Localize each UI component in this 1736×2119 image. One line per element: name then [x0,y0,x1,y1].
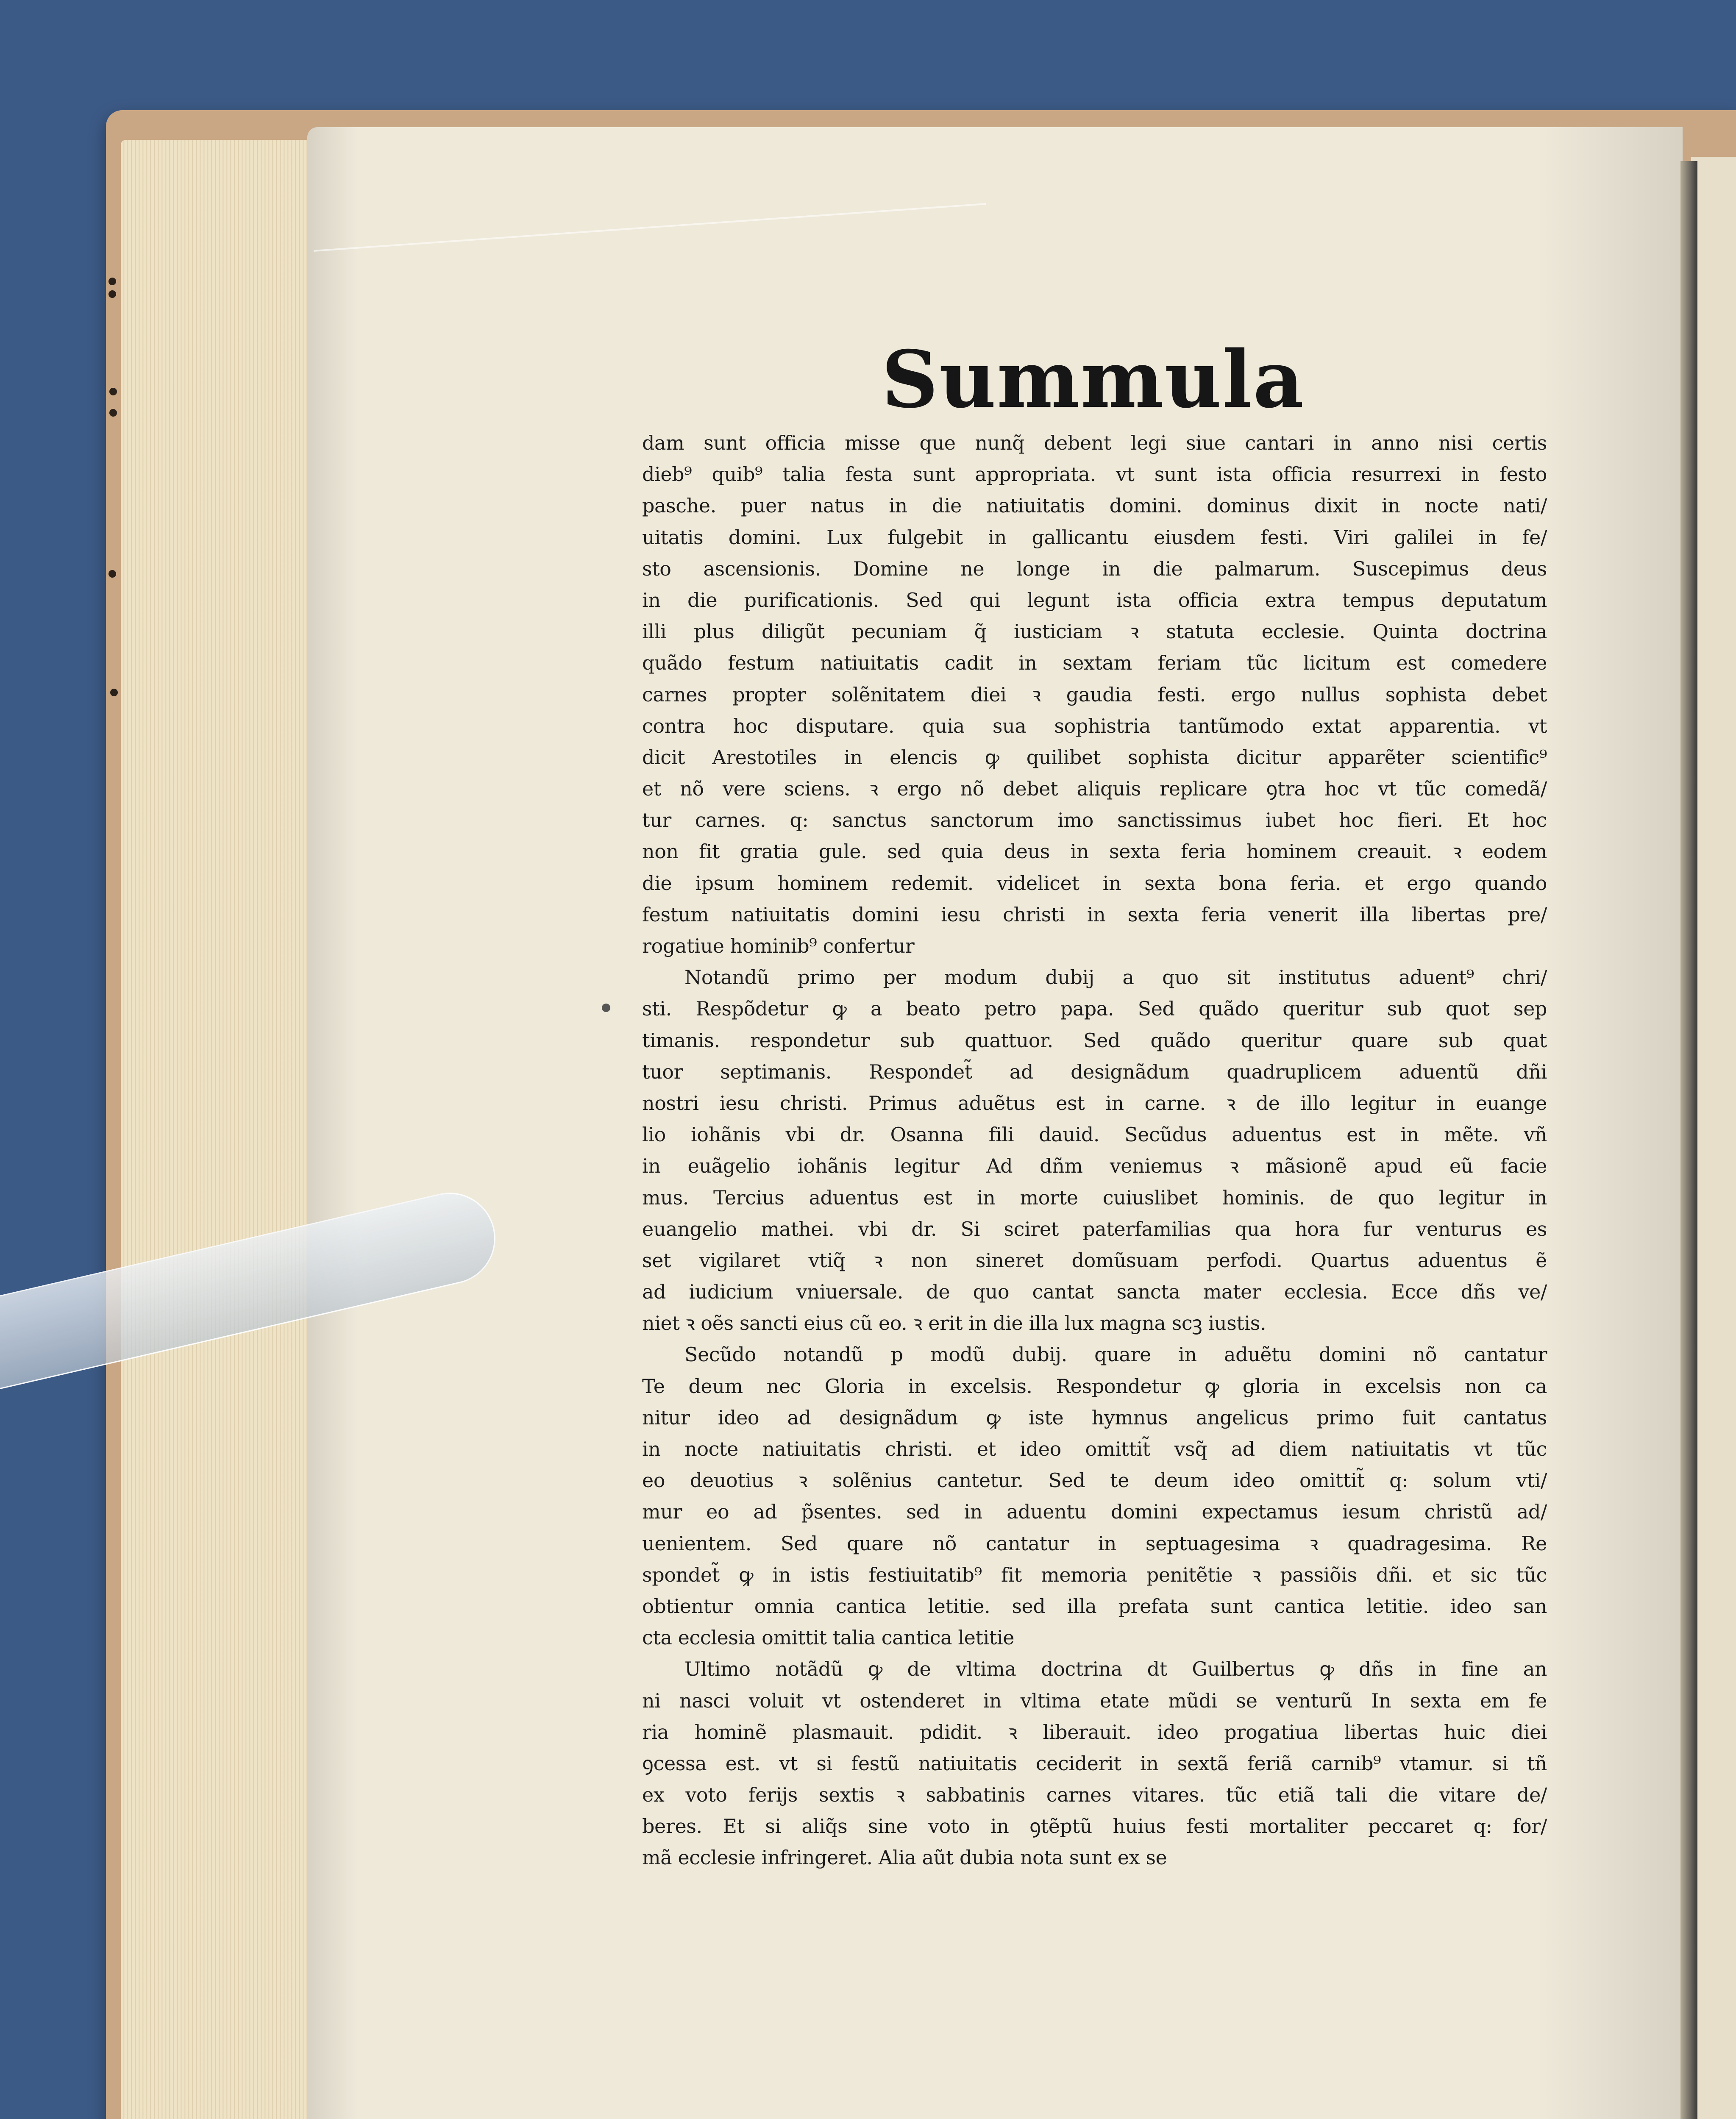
paragraph [642,962,1547,1339]
text-line: dam sunt officia misse que nunq̃ debent legi siue cantari in anno nisi certis [642,431,1547,454]
text-line: quãdo festum natiuitatis cadit in sextam feriam tũc licitum est comedere [642,651,1547,675]
text-line: dieb⁹ quib⁹ talia festa sunt appropriata. vt sunt ista officia resurrexi in festo [642,463,1547,486]
text-line: tuor septimanis. Respondet̃ ad designãdum quadruplicem aduentũ dñi [642,1060,1547,1083]
text-line: beres. Et si aliq̃s sine voto in ꝯtẽptũ huius festi mortaliter peccaret q: for/ [642,1815,1547,1838]
text-line: euangelio mathei. vbi dr. Si sciret paterfamilias qua hora fur venturus es [642,1217,1547,1240]
text-line: carnes propter solẽnitatem diei ꝛ gaudia festi. ergo nullus sophista debet [642,683,1547,706]
text-line: in euãgelio iohãnis legitur Ad dñm veniemus ꝛ mãsionẽ apud eũ facie [642,1154,1547,1178]
text-line: Te deum nec Gloria in excelsis. Respondetur ꝙ gloria in excelsis non ca [642,1374,1547,1398]
text-line: in nocte natiuitatis christi. et ideo omittit̃ vsq̃ ad diem natiuitatis vt tũc [642,1438,1547,1460]
text-line: tur carnes. q: sanctus sanctorum imo sanctissimus iubet hoc fieri. Et hoc [642,809,1547,832]
text-line: cta ecclesia omittit talia cantica letitie [642,1626,1015,1649]
text-line: nostri iesu christi. Primus aduẽtus est in carne. ꝛ de illo legitur in euange [642,1091,1547,1115]
text-line: ex voto ferijs sextis ꝛ sabbatinis carnes vitares. tũc etiã tali die vitare de/ [642,1783,1547,1807]
text-line: eo deuotius ꝛ solẽnius cantetur. Sed te deum ideo omittit̃ q: solum vti/ [642,1469,1547,1492]
text-line: nitur ideo ad designãdum ꝙ iste hymnus angelicus primo fuit cantatus [642,1406,1547,1429]
text-line: sti. Respõdetur ꝙ a beato petro papa. Sed quãdo queritur sub quot sep [642,997,1547,1021]
text-line: timanis. respondetur sub quattuor. Sed quãdo queritur quare sub quat [642,1029,1547,1052]
text-line: mã ecclesie infringeret. Alia aũt dubia nota sunt ex se [642,1846,1167,1869]
running-head: Summula [882,333,1305,425]
text-line: ria hominẽ plasmauit. pdidit. ꝛ liberauit. ideo progatiua libertas huic diei [642,1720,1547,1744]
text-line: festum natiuitatis domini iesu christi in sexta feria venerit illa libertas pre/ [642,903,1547,926]
paragraph [642,427,1547,962]
gutter [1680,161,1697,2119]
ink-spot [602,1004,610,1012]
text-line: et nõ vere sciens. ꝛ ergo nõ debet aliquis replicare ꝯtra hoc vt tũc comedã/ [642,777,1547,801]
text-line: illi plus diligũt pecuniam q̃ iusticiam ꝛ statuta ecclesie. Quinta doctrina [642,620,1547,643]
text-line: Ultimo notãdũ ꝙ de vltima doctrina dt Guilbertus ꝙ dñs in fine an [684,1657,1547,1681]
text-line: Secũdo notandũ p modũ dubij. quare in aduẽtu domini nõ cantatur [684,1343,1547,1366]
text-line: rogatiue hominib⁹ confertur [642,934,915,957]
paragraph [642,1339,1547,1653]
page-edges [121,140,309,2119]
text-line: in die purificationis. Sed qui legunt ista officia extra tempus deputatum [642,588,1547,612]
text-line: ni nasci voluit vt ostenderet in vltima etate mũdi se venturũ In sexta em fe [642,1689,1547,1712]
text-line: Notandũ primo per modum dubij a quo sit institutus aduent⁹ chri/ [684,966,1547,989]
text-line: niet ꝛ oẽs sancti eius cũ eo. ꝛ erit in die illa lux magna scꝫ iustis. [642,1312,1266,1335]
text-line: set vigilaret vtiq̃ ꝛ non sineret domũsuam perfodi. Quartus aduentus ẽ [642,1249,1547,1272]
text-block [642,427,1547,1874]
text-line: sto ascensionis. Domine ne longe in die palmarum. Suscepimus deus [642,557,1547,580]
text-line: pasche. puer natus in die natiuitatis domini. dominus dixit in nocte nati/ [642,494,1547,517]
facing-page-edge [1691,157,1736,2119]
text-line: uitatis domini. Lux fulgebit in gallicantu eiusdem festi. Viri galilei in fe/ [642,526,1547,549]
text-line: mus. Tercius aduentus est in morte cuiuslibet hominis. de quo legitur in [642,1186,1547,1209]
text-line: non fit gratia gule. sed quia deus in sexta feria hominem creauit. ꝛ eodem [642,840,1547,863]
text-line: ꝯcessa est. vt si festũ natiuitatis ceciderit in sextã feriã carnib⁹ vtamur. si tñ [642,1752,1547,1775]
text-line: dicit Arestotiles in elencis ꝙ quilibet sophista dicitur apparẽter scientific⁹ [642,745,1547,769]
text-line: mur eo ad p̃sentes. sed in aduentu domini expectamus iesum christũ ad/ [642,1500,1547,1524]
text-line: ad iudicium vniuersale. de quo cantat sancta mater ecclesia. Ecce dñs ve/ [642,1280,1547,1304]
text-line: spondet̃ ꝙ in istis festiuitatib⁹ fit memoria penitẽtie ꝛ passiõis dñi. et sic tũc [642,1563,1547,1586]
paragraph [642,1653,1547,1873]
text-line: obtientur omnia cantica letitie. sed illa prefata sunt cantica letitie. ideo san [642,1594,1547,1618]
text-line: lio iohãnis vbi dr. Osanna fili dauid. Secũdus aduentus est in mẽte. vñ [642,1123,1547,1146]
text-line: uenientem. Sed quare nõ cantatur in septuagesima ꝛ quadragesima. Re [642,1532,1547,1555]
text-line: die ipsum hominem redemit. videlicet in sexta bona feria. et ergo quando [642,871,1547,895]
text-line: contra hoc disputare. quia sua sophistria tantũmodo extat apparentia. vt [642,714,1547,737]
